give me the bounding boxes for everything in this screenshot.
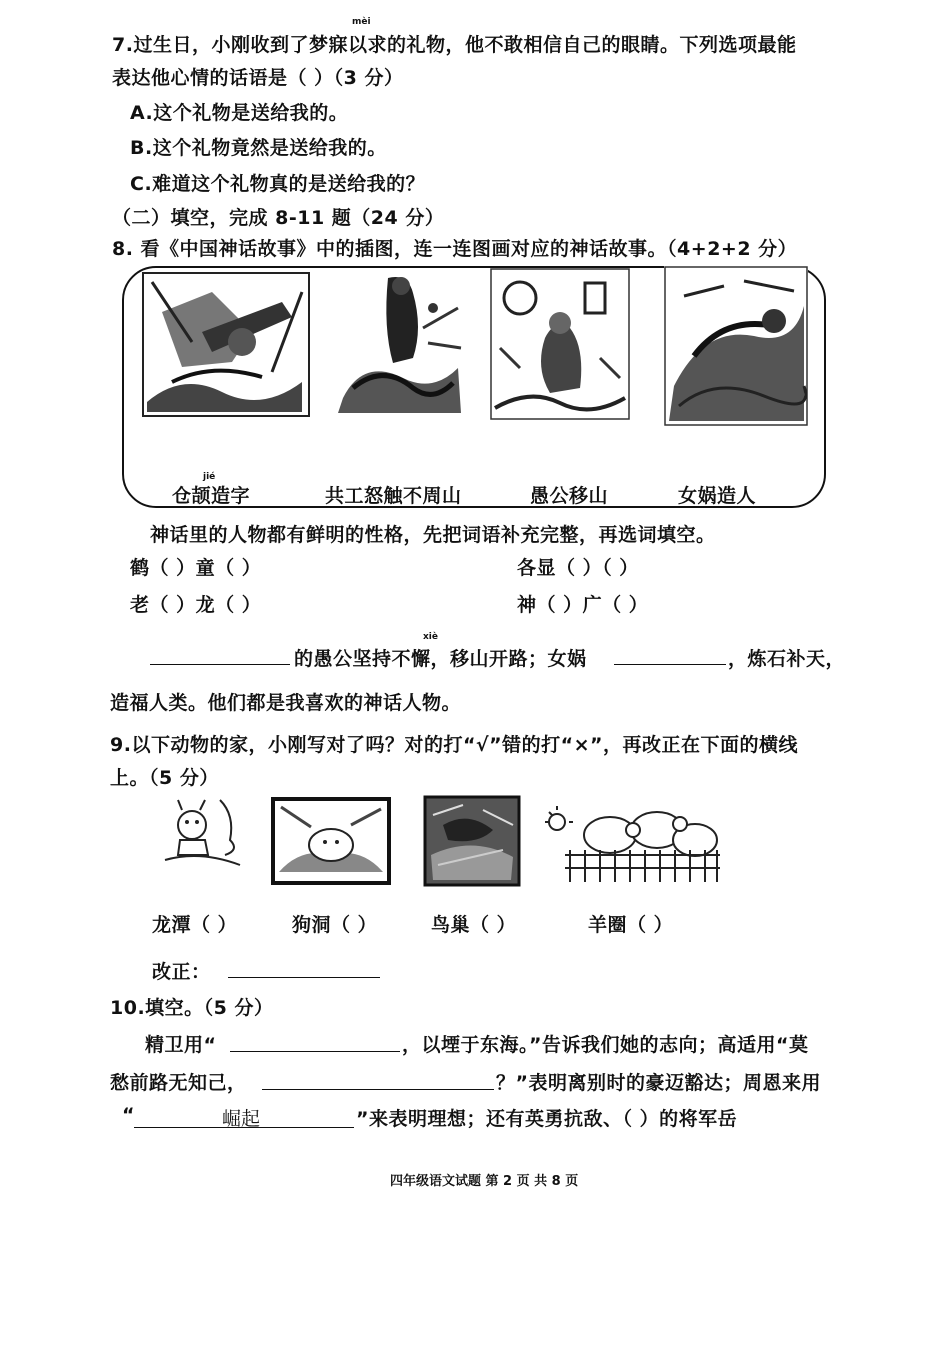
q10-blank-2[interactable] (262, 1089, 494, 1090)
q8-story-3: 愚公移山 (530, 485, 609, 507)
q8-words-right-row2: 神（ ）广（ ） (517, 594, 649, 616)
q9-item-dragon: 龙潭（ ） (152, 914, 238, 936)
q8-illustration-4 (664, 266, 808, 426)
q8-words-right-row1: 各显（ ）（ ） (517, 557, 639, 579)
q10-line3-b: ”来表明理想；还有英勇抗敌、（ ）的将军岳 (356, 1108, 738, 1130)
q10-line1-a: 精卫用“ (145, 1034, 217, 1056)
q8-story-4: 女娲造人 (678, 485, 757, 507)
q8-words-left-row2: 老（ ）龙（ ） (130, 594, 262, 616)
q9-item-dog: 狗洞（ ） (292, 914, 378, 936)
q10-line3-a: “ (122, 1104, 135, 1126)
q8-fill-part1: 的愚公坚持不懈，移山开路；女娲 (294, 648, 587, 670)
q8-instruction: 神话里的人物都有鲜明的性格，先把词语补充完整，再选词填空。 (150, 524, 716, 546)
q7-option-b: B.这个礼物竟然是送给我的。 (130, 137, 387, 159)
q9-item-bird: 鸟巢（ ） (431, 914, 517, 936)
q7-pinyin: mèi (352, 17, 371, 27)
q10-title: 10.填空。（5 分） (110, 997, 274, 1019)
q7-stem-line1: 7.过生日，小刚收到了梦寐以求的礼物，他不敢相信自己的眼睛。下列选项最能 (112, 34, 797, 56)
q8-story-2: 共工怒触不周山 (325, 485, 462, 507)
q9-correction-blank[interactable] (228, 977, 380, 978)
q9-sheep-picture (545, 800, 725, 886)
q8-fill-part2: ，炼石补天， (728, 648, 846, 670)
q8-story-1: 仓颉造字 (172, 485, 251, 507)
q9-dragon-picture (160, 795, 244, 875)
q8-fill-blank-2[interactable] (614, 664, 726, 665)
page-footer: 四年级语文试题 第 2 页 共 8 页 (390, 1174, 579, 1189)
q9-bird-picture (423, 795, 521, 887)
q7-option-c: C.难道这个礼物真的是送给我的？ (130, 173, 426, 195)
q8-fill-line2: 造福人类。他们都是我喜欢的神话人物。 (110, 692, 462, 714)
q7-stem-line2: 表达他心情的话语是（ ）（3 分） (112, 67, 404, 89)
q9-stem-line1: 9.以下动物的家，小刚写对了吗？对的打“√”错的打“×”，再改正在下面的横线 (110, 734, 798, 756)
q10-handwritten-answer: 崛起 (222, 1108, 261, 1130)
section2-title: （二）填空，完成 8-11 题（24 分） (112, 207, 445, 229)
q8-illustration-1 (142, 272, 310, 417)
q8-story1-pinyin: jié (203, 472, 216, 482)
q8-words-left-row1: 鹤（ ）童（ ） (130, 557, 262, 579)
q9-dog-picture (271, 797, 391, 885)
q10-blank-1[interactable] (230, 1051, 400, 1052)
q9-correction-label: 改正： (152, 961, 211, 983)
q10-line1-b: ，以堙于东海。”告诉我们她的志向；高适用“莫 (402, 1034, 809, 1056)
q8-illustration-2 (333, 268, 465, 418)
q7-option-a: A.这个礼物是送给我的。 (130, 102, 349, 124)
q8-stem: 8. 看《中国神话故事》中的插图，连一连图画对应的神话故事。（4+2+2 分） (112, 238, 798, 260)
q10-line2-b: ？”表明离别时的豪迈豁达；周恩来用 (496, 1072, 821, 1094)
q8-illustration-3 (490, 268, 630, 420)
q9-stem-line2: 上。（5 分） (110, 767, 219, 789)
q8-fill-blank-1[interactable] (150, 664, 290, 665)
q9-item-sheep: 羊圈（ ） (588, 914, 674, 936)
q8-fill-pinyin: xiè (423, 632, 438, 642)
q10-line2-a: 愁前路无知己， (110, 1072, 247, 1094)
